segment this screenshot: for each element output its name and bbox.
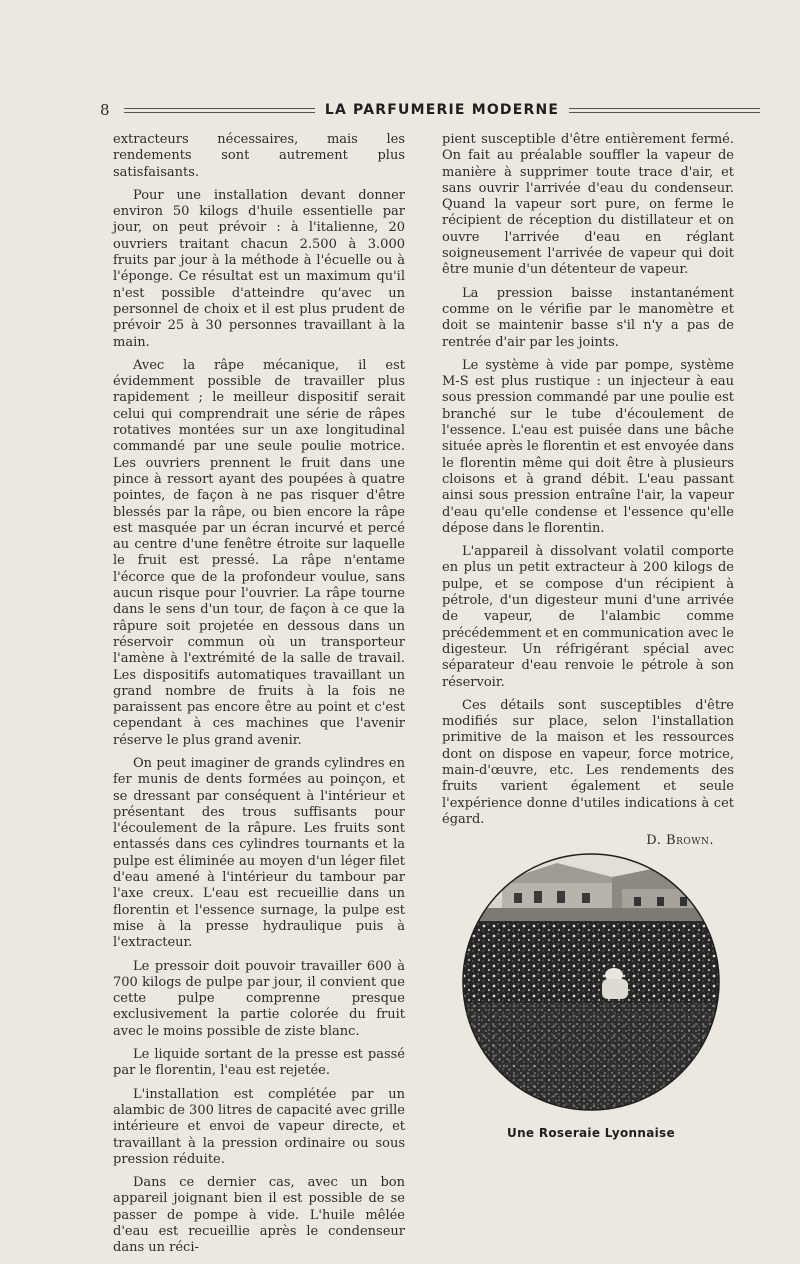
- photo-svg: [462, 853, 720, 1111]
- running-header: [100, 99, 760, 121]
- paragraph: Le pressoir doit pouvoir travailler 600 à 700 kilogs de pulpe par jour, il convient que cette pulpe comprenne presque exclusivement la partie colorée du fruit avec le moins possible de ziste blanc.: [113, 958, 405, 1039]
- paragraph: Le système à vide par pompe, système M-S est plus rustique : un injecteur à eau sous pression commandé par une poulie est branché sur le tube d'écoulement de l'essence. L'eau est puisée dans une bâche située après le florentin et est envoyée dans le florentin même qui doit être à plusieurs cloisons et à grand débit. L'eau passant ainsi sous pression entraîne l'air, la vapeur d'eau qu'elle condense et l'essence qu'elle dépose dans le florentin.: [442, 357, 734, 536]
- paragraph: Ces détails sont susceptibles d'être modifiés sur place, selon l'installation primitive de la maison et les ressources dont on dispose en vapeur, force motrice, main-d'œuvre, etc. Les rendements des fruits varient également et seule l'expérience donne d'utiles indications à cet égard.: [442, 697, 734, 827]
- paragraph: On peut imaginer de grands cylindres en fer munis de dents formées au poinçon, et se dressant par conséquent à l'intérieur et présentant des trous suffisants pour l'écoulement de la râpure. Les fruits sont entassés dans ces cylindres tournants et la pulpe est éliminée au moyen d'un léger filet d'eau amené à l'intérieur du tambour par l'axe creux. L'eau est recueillie dans un florentin et l'essence surnage, la pulpe est mise à la presse hydraulique puis à l'extracteur.: [113, 755, 405, 951]
- right-column: [442, 132, 734, 849]
- left-column: [113, 132, 405, 1264]
- header-rule-left: [124, 108, 315, 113]
- header-rule-right: [569, 108, 760, 113]
- page-number: 8: [100, 101, 110, 119]
- journal-title: LA PARFUMERIE MODERNE: [324, 102, 560, 118]
- rose-garden-photo: [462, 853, 720, 1111]
- paragraph: La pression baisse instantanément comme on le vérifie par le manomètre et doit se maintenir basse s'il n'y a pas de rentrée d'air par les joints.: [442, 285, 734, 350]
- paragraph: Le liquide sortant de la presse est passé par le florentin, l'eau est rejetée.: [113, 1047, 405, 1079]
- paragraph: pient susceptible d'être entièrement fermé. On fait au préalable souffler la vapeur de manière à supprimer toute trace d'air, et sans ouvrir l'arrivée d'eau du condenseur. Quand la vapeur sort pure, on ferme le récipient de réception du distillateur et on ouvre l'arrivée d'eau en réglant soigneusement l'arrivée de vapeur qui doit être munie d'un détenteur de vapeur.: [442, 132, 734, 278]
- paragraph: L'installation est complétée par un alambic de 300 litres de capacité avec grille intérieure et envoi de vapeur directe, et travaillant à la pression ordinaire ou sous pression réduite.: [113, 1086, 405, 1167]
- paragraph: Pour une installation devant donner environ 50 kilogs d'huile essentielle par jour, on peut prévoir : à l'italienne, 20 ouvriers traitant chacun 2.500 à 3.000 fruits par jour à la méthode à l'écuelle ou à l'éponge. Ce résultat est un maximum qu'il n'est possible d'atteindre qu'avec un personnel de choix et il est plus prudent de prévoir 25 à 30 personnes travaillant à la main.: [113, 187, 405, 350]
- paragraph: Avec la râpe mécanique, il est évidemment possible de travailler plus rapidement ; le meilleur dispositif serait celui qui comprendrait une série de râpes rotatives montées sur un axe longitudinal commandé par une seule poulie motrice. Les ouvriers prennent le fruit dans une pince à ressort ayant des poupées à quatre pointes, de façon à ne pas risquer d'être blessés par la râpe, ou bien encore la râpe est masquée par un écran incurvé et percé au centre d'une fenêtre étroite sur laquelle le fruit est pressé. La râpe n'entame l'écorce que de la profondeur voulue, sans aucun risque pour l'ouvrier. La râpe tourne dans le sens d'un tour, de façon à ce que la râpure soit projetée en dessous dans un réservoir commun où un transporteur l'amène à l'extrémité de la salle de travail. Les dispositifs automatiques travaillant un grand nombre de fruits à la fois ne paraissent pas encore être au point et c'est cependant à ces machines que l'avenir réserve le plus grand avenir.: [113, 357, 405, 748]
- photo-caption: Une Roseraie Lyonnaise: [507, 1126, 675, 1140]
- paragraph: Dans ce dernier cas, avec un bon appareil joignant bien il est possible de se passer de pompe à vide. L'huile mêlée d'eau est recueillie après le condenseur dans un réci-: [113, 1175, 405, 1256]
- author-signature: D. Brown.: [646, 833, 714, 849]
- paragraph: extracteurs nécessaires, mais les rendements sont autrement plus satisfaisants.: [113, 132, 405, 180]
- paragraph: L'appareil à dissolvant volatil comporte en plus un petit extracteur à 200 kilogs de pulpe, et se compose d'un récipient à pétrole, d'un digesteur muni d'une arrivée de vapeur, de l'alambic comme précédemment et en communication avec le digesteur. Un réfrigérant spécial avec séparateur d'eau renvoie le pétrole à son réservoir.: [442, 544, 735, 690]
